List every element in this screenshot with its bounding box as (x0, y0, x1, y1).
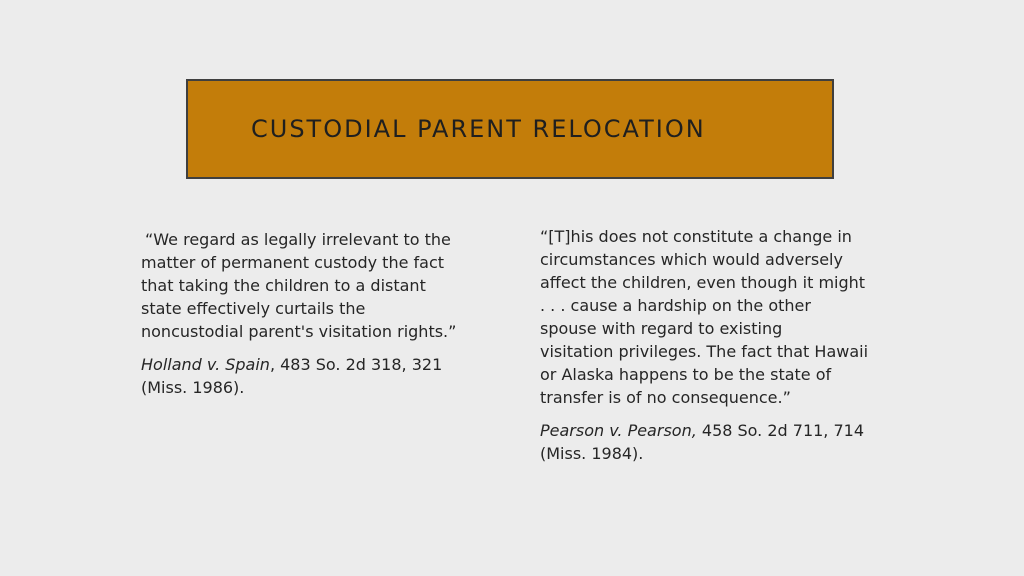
left-quote-block (141, 228, 493, 399)
left-quote-text: “We regard as legally irrelevant to the matter of permanent custody the fact that taking the children to a distant state effectively curtails the noncustodial parent's visitation rights.” (141, 230, 457, 341)
title-banner (186, 79, 834, 179)
right-citation (540, 419, 892, 465)
left-case-name: Holland v. Spain (141, 355, 270, 374)
right-case-name: Pearson v. Pearson, (540, 421, 697, 440)
left-citation (141, 353, 493, 399)
right-citation-reporter: 458 So. 2d 711, 714 (Miss. 1984). (540, 421, 865, 463)
right-quote-text: “[T]his does not constitute a change in circumstances which would adversely affect the children, even though it might . . . cause a hardship on the other spouse with regard to existing visitation privileges. The fact that Hawaii or Alaska happens to be the state of transfer is of no consequence.” (540, 227, 869, 407)
slide-title: CUSTODIAL PARENT RELOCATION (251, 115, 706, 143)
left-citation-reporter: , 483 So. 2d 318, 321 (Miss. 1986). (141, 355, 443, 397)
right-quote-block (540, 225, 892, 465)
